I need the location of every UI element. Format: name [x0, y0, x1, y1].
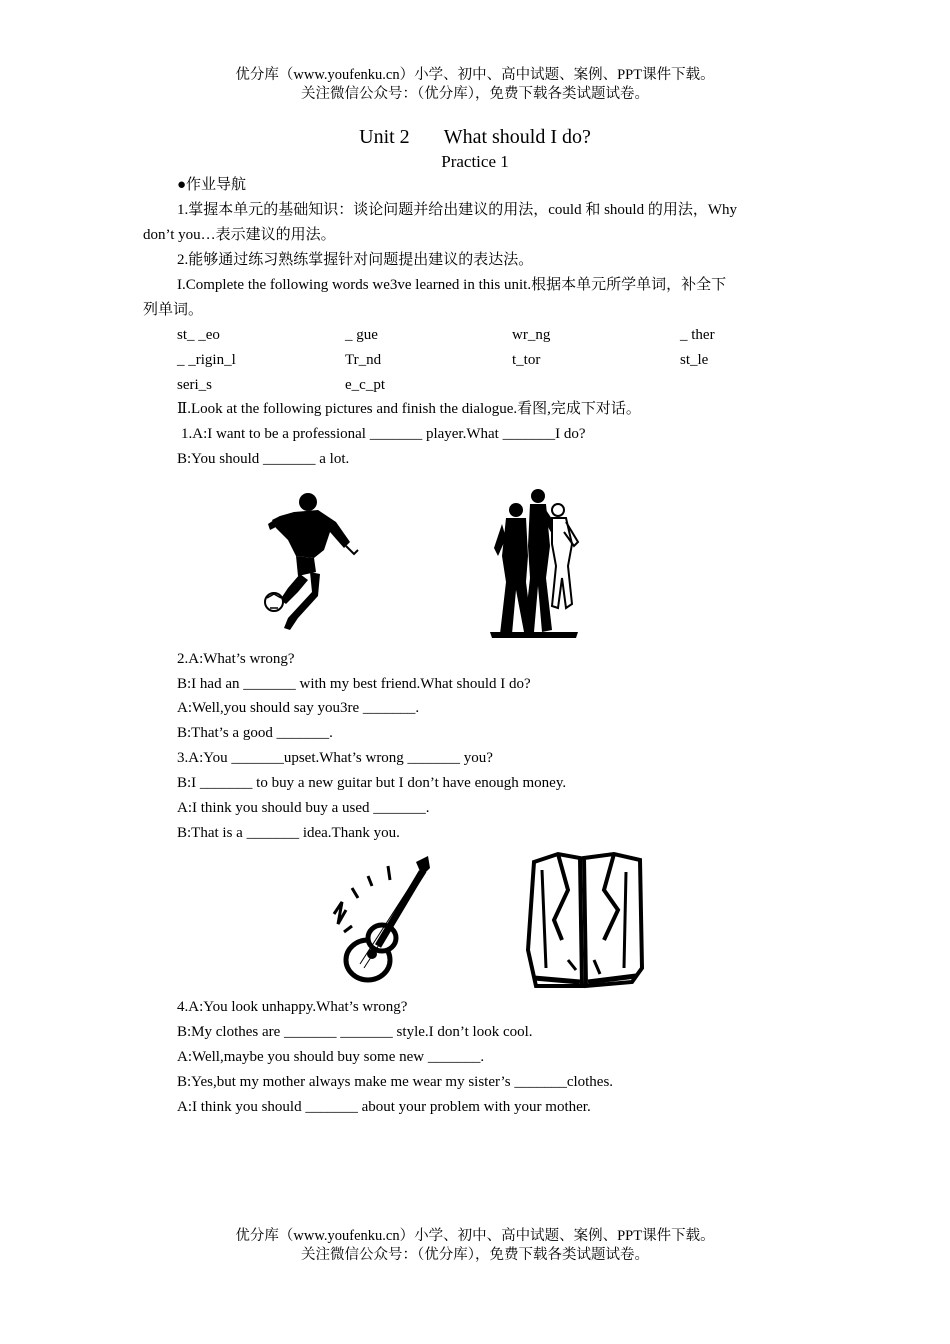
header-line-1: 优分库（www.youfenku.cn）小学、初中、高中试题、案例、PPT课件下载。 — [235, 67, 715, 83]
dialogue-2-line: 2.A:What’s wrong? — [177, 651, 295, 667]
section-1-instruction: I.Complete the following words we3ve learned in this unit.根据本单元所学单词，补全下 — [177, 277, 727, 293]
dialogue-4-line: B:My clothes are _______ _______ style.I don’t look cool. — [177, 1024, 533, 1040]
dialogue-3-line: A:I think you should buy a used _______. — [177, 800, 430, 816]
word-item: st_ _eo — [177, 327, 220, 343]
guide-item-1-cont: don’t you…表示建议的用法。 — [143, 227, 336, 243]
title-topic: What should I do? — [443, 126, 591, 148]
dialogue-4-line: B:Yes,but my mother always make me wear my sister’s _______clothes. — [177, 1074, 614, 1090]
dialogue-3-line: B:I _______ to buy a new guitar but I don’t have enough money. — [177, 775, 567, 791]
section-2-instruction: Ⅱ.Look at the following pictures and finish the dialogue.看图,完成下对话。 — [177, 401, 641, 417]
section-1-instruction-cont: 列单词。 — [143, 302, 204, 318]
guide-item-1: 1.掌握本单元的基础知识：谈论问题并给出建议的用法，could 和 should 的用法，Why — [177, 202, 737, 218]
word-item: Tr_nd — [345, 352, 382, 368]
dialogue-4-line: 4.A:You look unhappy.What’s wrong? — [177, 999, 408, 1015]
dialogue-2-line: B:That’s a good _______. — [177, 725, 333, 741]
word-item: t_tor — [512, 352, 541, 368]
guitar-picture — [330, 852, 434, 988]
word-item: seri_s — [177, 377, 212, 393]
word-item: e_c_pt — [345, 377, 385, 393]
dialogue-3-line: B:That is a _______ idea.Thank you. — [177, 825, 400, 841]
dialogue-1-line: B:You should _______ a lot. — [177, 451, 350, 467]
word-item: _ _rigin_l — [177, 352, 236, 368]
dialogue-2-line: A:Well,you should say you3re _______. — [177, 700, 420, 716]
dialogue-3-line: 3.A:You _______upset.What’s wrong _______ you? — [177, 750, 493, 766]
title-unit: Unit 2 — [359, 126, 410, 148]
word-item: wr_ng — [512, 327, 551, 343]
soccer-player-picture — [258, 488, 362, 634]
word-item: _ ther — [680, 327, 715, 343]
page-subtitle: Practice 1 — [441, 152, 509, 171]
guide-item-2: 2.能够通过练习熟练掌握针对问题提出建议的表达法。 — [177, 252, 534, 268]
guide-heading: ●作业导航 — [177, 177, 247, 193]
footer-line-1: 优分库（www.youfenku.cn）小学、初中、高中试题、案例、PPT课件下载。 — [235, 1228, 715, 1244]
footer-line-2: 关注微信公众号：（优分库），免费下载各类试题试卷。 — [301, 1247, 649, 1263]
dialogue-2-line: B:I had an _______ with my best friend.What should I do? — [177, 676, 531, 692]
word-item: _ gue — [345, 327, 378, 343]
arguing-friends-picture — [486, 486, 582, 640]
clothes-picture — [524, 850, 646, 990]
dialogue-4-line: A:Well,maybe you should buy some new _______. — [177, 1049, 485, 1065]
header-line-2: 关注微信公众号：（优分库），免费下载各类试题试卷。 — [301, 86, 649, 102]
dialogue-1-line: 1.A:I want to be a professional _______ player.What _______I do? — [181, 426, 586, 442]
word-item: st_le — [680, 352, 709, 368]
dialogue-4-line: A:I think you should _______ about your problem with your mother. — [177, 1099, 591, 1115]
page-title — [0, 127, 950, 147]
